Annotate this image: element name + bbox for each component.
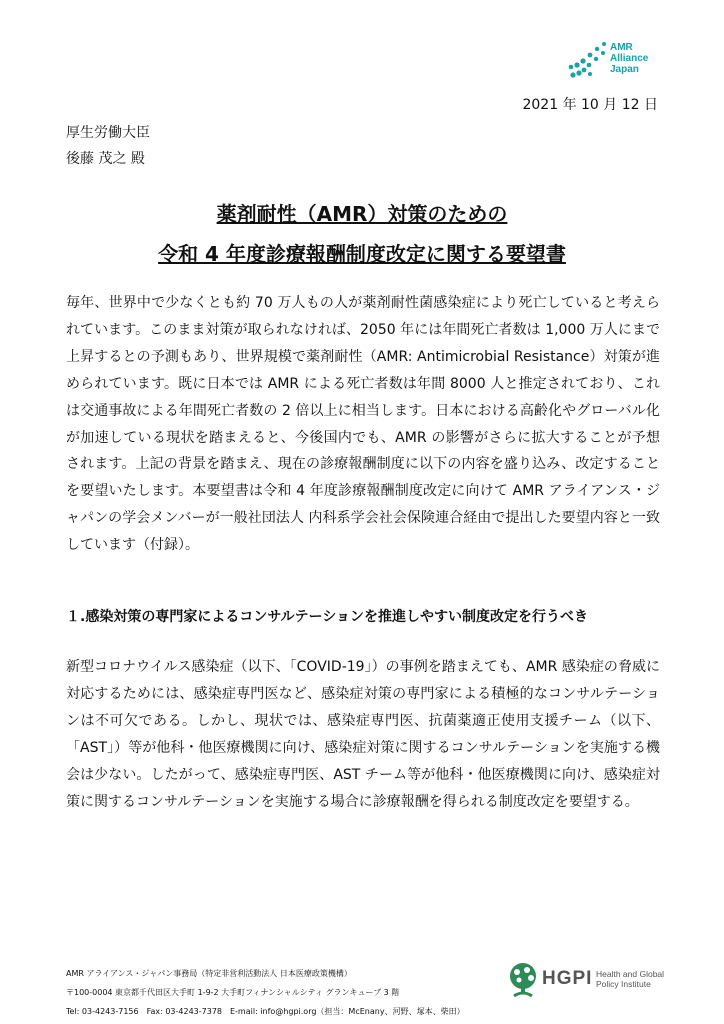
document-date: 2021 年 10 月 12 日 (522, 97, 658, 113)
document-title-line1: 薬剤耐性（AMR）対策のための (216, 202, 508, 226)
addressee-name: 後藤 茂之 殿 (66, 151, 145, 167)
amr-logo-line1: AMR (610, 42, 633, 53)
addressee-block (66, 120, 150, 172)
amr-logo-line2: Alliance (610, 53, 649, 64)
amr-logo-text (610, 42, 648, 75)
footer-phone-email: Tel: 03-4243-7156 Fax: 03-4243-7378 E-mail: info@hgpi.org（担当：McEnany、河野、塚本、柴田） (66, 1007, 465, 1016)
document-title-line2: 令和 4 年度診療報酬制度改定に関する要望書 (158, 242, 566, 266)
hgpi-subtitle (596, 969, 664, 989)
amr-alliance-logo (566, 40, 676, 82)
section-1-heading: １.感染対策の専門家によるコンサルテーションを推進しやすい制度改定を行うべき (66, 609, 589, 625)
intro-paragraph: 毎年、世界中で少なくとも約 70 万人もの人が薬剤耐性菌感染症により死亡していると考えられています。このまま対策が取られなければ、2050 年には年間死亡者数は 1,000 万人にまで上昇するとの予測もあり、世界規模で薬剤耐性（AMR: Antimicrobial Resistance）対策が進められています。既に日本では AMR による死亡者数は年間 8000 人と推定されており、これは交通事故による年間死亡者数の 2 倍以上に相当します。日本における高齢化やグローバル化が加速している現状を踏まえると、今後国内でも、AMR の影響がさらに拡大することが予想されます。上記の背景を踏まえ、現在の診療報酬制度に以下の内容を盛り込み、改定することを要望いたします。本要望書は令和 4 年度診療報酬制度改定に向けて AMR アライアンス・ジャパンの学会メンバーが一般社団法人 内科系学会社会保険連合経由で提出した要望内容と一致しています（付録）。 (66, 295, 660, 554)
footer-address: 〒100-0004 東京都千代田区大手町 1-9-2 大手町フィナンシャルシティ グランキューブ 3 階 (66, 988, 400, 997)
hgpi-logo (506, 962, 676, 1002)
addressee-title: 厚生労働大臣 (66, 125, 150, 141)
amr-logo-line3: Japan (610, 64, 639, 75)
hgpi-subtitle-line2: Policy Institute (596, 979, 651, 989)
footer-organization: AMR アライアンス・ジャパン事務局（特定非営利活動法人 日本医療政策機構） (66, 969, 352, 978)
hgpi-wordmark: HGPI (542, 968, 593, 989)
footer-contact (66, 964, 465, 1021)
tree-icon (506, 962, 540, 1000)
section-1-body: 新型コロナウイルス感染症（以下、「COVID-19」）の事例を踏まえても、AMR 感染症の脅威に対応するためには、感染症専門医など、感染症対策の専門家による積極的なコンサルテーションは不可欠である。しかし、現状では、感染症専門医、抗菌薬適正使用支援チーム（以下、「AST」）等が他科・他医療機関に向け、感染症対策に関するコンサルテーションを実施する機会は少ない。したがって、感染症専門医、AST チーム等が他科・他医療機関に向け、感染症対策に関するコンサルテーションを実施する場合に診療報酬を得られる制度改定を要望する。 (66, 659, 660, 810)
hgpi-subtitle-line1: Health and Global (596, 969, 665, 979)
amr-dots-icon (566, 40, 610, 82)
